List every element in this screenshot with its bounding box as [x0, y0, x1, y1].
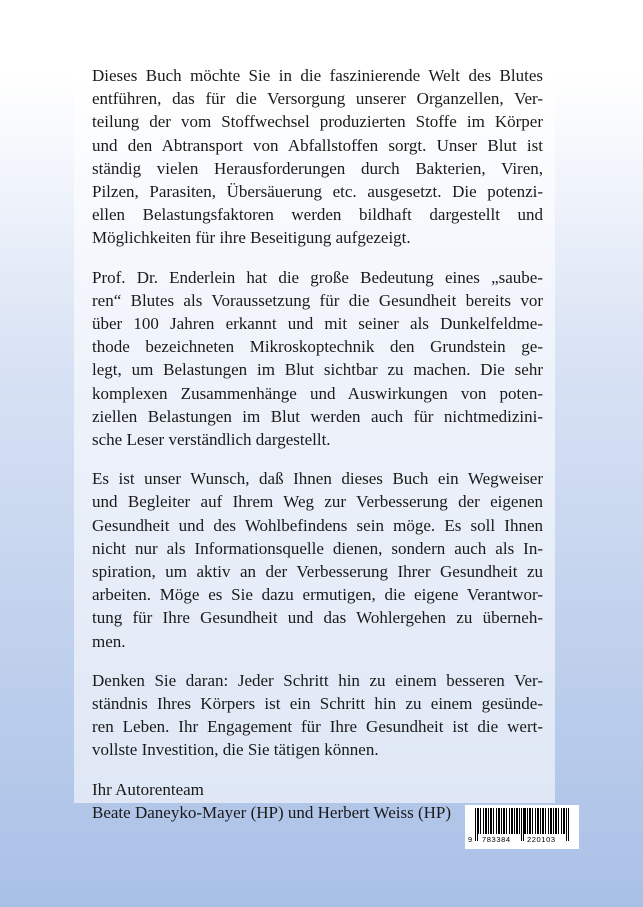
barcode-left-digits: 783384	[482, 835, 511, 844]
text-line: ständig vielen Herausforderungen durch Bakterien, Viren,	[92, 158, 543, 178]
barcode-right-digits: 220103	[527, 835, 556, 844]
barcode-guard-left	[475, 808, 478, 841]
text-line: vollste Investition, die Sie tätigen können.	[92, 740, 379, 760]
text-line: entführen, das für die Versorgung unserer Organzellen, Ver-	[92, 89, 543, 109]
text-line: ziellen Belastungen im Blut werden auch für nichtmedizini-	[92, 406, 543, 426]
text-line: Möglichkeiten für ihre Beseitigung aufgezeigt.	[92, 228, 411, 248]
text-line: und den Abtransport von Abfallstoffen sorgt. Unser Blut ist	[92, 135, 543, 155]
paragraph-intro	[92, 64, 543, 250]
text-line: arbeiten. Möge es Sie dazu ermutigen, die eigene Verantwor-	[92, 585, 543, 605]
text-line: Dieses Buch möchte Sie in die faszinierende Welt des Blutes	[92, 66, 543, 85]
text-line: Es ist unser Wunsch, daß Ihnen dieses Buch ein Wegweiser	[92, 469, 543, 489]
text-line: tung für Ihre Gesundheit und das Wohlergehen zu überneh-	[92, 608, 543, 628]
text-line: teilung der vom Stoffwechsel produzierten Stoffe im Körper	[92, 112, 543, 132]
paragraph-wish	[92, 467, 543, 653]
text-line: Pilzen, Parasiten, Übersäuerung etc. ausgesetzt. Die potenzi-	[92, 182, 543, 202]
text-line: Prof. Dr. Enderlein hat die große Bedeutung eines „saube-	[92, 267, 543, 287]
back-cover-text	[92, 64, 543, 824]
signature-authors: Beate Daneyko-Mayer (HP) und Herbert Weiss (HP)	[92, 802, 451, 822]
text-line: spiration, um aktiv an der Verbesserung Ihrer Gesundheit zu	[92, 562, 543, 582]
text-line: ellen Belastungsfaktoren werden bildhaft dargestellt und	[92, 205, 543, 225]
text-line: nicht nur als Informationsquelle dienen, sondern auch als In-	[92, 538, 543, 558]
text-line: sche Leser verständlich dargestellt.	[92, 430, 331, 450]
text-line: über 100 Jahren erkannt und mit seiner als Dunkelfeldme-	[92, 314, 543, 334]
signature-greeting: Ihr Autorenteam	[92, 779, 204, 799]
paragraph-remember	[92, 669, 543, 762]
text-line: Denken Sie daran: Jeder Schritt hin zu einem besseren Ver-	[92, 670, 543, 690]
text-line: komplexen Zusammenhänge und Auswirkungen von poten-	[92, 383, 543, 403]
text-line: men.	[92, 631, 126, 651]
text-line: Gesundheit und des Wohlbefindens sein möge. Es soll Ihnen	[92, 515, 543, 535]
barcode-first-digit: 9	[468, 835, 473, 844]
text-line: ständnis Ihres Körpers ist ein Schritt hin zu einem gesünde-	[92, 694, 543, 714]
text-line: ren Leben. Ihr Engagement für Ihre Gesundheit ist die wert-	[92, 717, 543, 737]
text-line: und Begleiter auf Ihrem Weg zur Verbesserung der eigenen	[92, 492, 543, 512]
text-line: ren“ Blutes als Voraussetzung für die Gesundheit bereits vor	[92, 290, 543, 310]
barcode-guard-right	[566, 808, 569, 841]
isbn-barcode	[465, 805, 579, 849]
text-line: legt, um Belastungen im Blut sichtbar zu machen. Die sehr	[92, 360, 543, 380]
barcode-guard-middle	[521, 808, 524, 841]
text-line: thode bezeichneten Mikroskoptechnik den Grundstein ge-	[92, 337, 543, 357]
paragraph-enderlein	[92, 266, 543, 452]
